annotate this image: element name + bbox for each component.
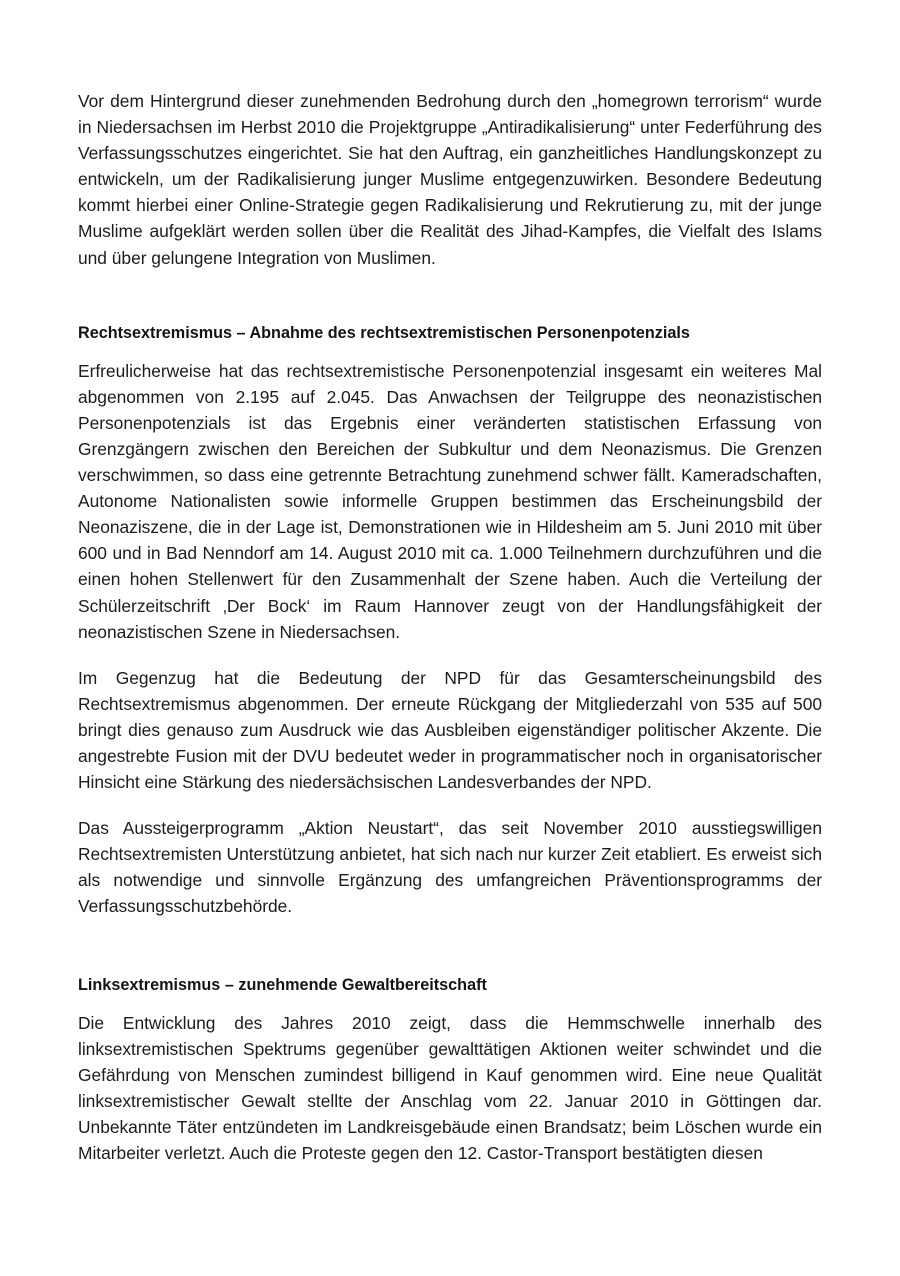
heading-rechtsextremismus: Rechtsextremismus – Abnahme des rechtsextremistischen Personenpotenzials (78, 323, 690, 342)
heading-linksextremismus: Linksextremismus – zunehmende Gewaltbereitschaft (78, 975, 487, 994)
paragraph-linksextremismus-entwicklung: Die Entwicklung des Jahres 2010 zeigt, dass die Hemmschwelle innerhalb des linksextremistischen Spektrums gegenüber gewalttätigen Aktionen weiter schwindet und die Gefährdung von Menschen zumindest billigend in Kauf genommen wird. Eine neue Qualität linksextremistischer Gewalt stellte der Anschlag vom 22. Januar 2010 in Göttingen dar. Unbekannte Täter entzündeten im Landkreisgebäude einen Brandsatz; beim Löschen wurde ein Mitarbeiter verletzt. Auch die Proteste gegen den 12. Castor-Transport bestätigten diesen (78, 1012, 822, 1163)
paragraph-homegrown-terrorism: Vor dem Hintergrund dieser zunehmenden Bedrohung durch den „homegrown terrorism“ wurde in Niedersachsen im Herbst 2010 die Projektgruppe „Antiradikalisierung“ unter Federführung des Verfassungsschutzes eingerichtet. Sie hat den Auftrag, ein ganzheitliches Handlungskonzept zu entwickeln, um der Radikalisierung junger Muslime entgegenzuwirken. Besondere Bedeutung kommt hierbei einer Online-Strategie gegen Radikalisierung und Rekrutierung zu, mit der junge Muslime aufgeklärt werden sollen über die Realität des Jihad-Kampfes, die Vielfalt des Islams und über gelungene Integration von Muslimen. (78, 91, 822, 268)
spacer (78, 645, 822, 665)
text-column (78, 88, 822, 1166)
spacer (78, 920, 822, 972)
paragraph-personenpotenzial: Erfreulicherweise hat das rechtsextremistische Personenpotenzial insgesamt ein weiteres Mal abgenommen von 2.195 auf 2.045. Das Anwachsen der Teilgruppe des neonazistischen Personenpotenzials ist das Ergebnis einer veränderten statistischen Erfassung von Grenzgängern zwischen den Bereichen der Subkultur und dem Neonazismus. Die Grenzen verschwimmen, so dass eine getrennte Betrachtung zunehmend schwer fällt. Kameradschaften, Autonome Nationalisten sowie informelle Gruppen bestimmen das Erscheinungsbild der Neonaziszene, die in der Lage ist, Demonstrationen wie in Hildesheim am 5. Juni 2010 mit über 600 und in Bad Nenndorf am 14. August 2010 mit ca. 1.000 Teilnehmern durchzuführen und die einen hohen Stellenwert für den Zusammenhalt der Szene haben. Auch die Verteilung der Schülerzeitschrift ‚Der Bock‘ im Raum Hannover zeugt von der Handlungsfähigkeit der neonazistischen Szene in Niedersachsen. (78, 360, 822, 642)
spacer (78, 346, 822, 358)
spacer (78, 795, 822, 815)
paragraph-aussteigerprogramm: Das Aussteigerprogramm „Aktion Neustart“, das seit November 2010 ausstiegswilligen Rechtsextremisten Unterstützung anbietet, hat sich nach nur kurzer Zeit etabliert. Es erweist sich als notwendige und sinnvolle Ergänzung des umfangreichen Präventionsprogramms der Verfassungsschutzbehörde. (78, 818, 822, 917)
paragraph-npd: Im Gegenzug hat die Bedeutung der NPD für das Gesamterscheinungsbild des Rechtsextremismus abgenommen. Der erneute Rückgang der Mitgliederzahl von 535 auf 500 bringt dies genauso zum Ausdruck wie das Ausbleiben eigenständiger politischer Akzente. Die angestrebte Fusion mit der DVU bedeutet weder in programmatischer noch in organisatorischer Hinsicht eine Stärkung des niedersächsischen Landesverbandes der NPD. (78, 667, 822, 793)
spacer (78, 271, 822, 320)
spacer (78, 998, 822, 1010)
